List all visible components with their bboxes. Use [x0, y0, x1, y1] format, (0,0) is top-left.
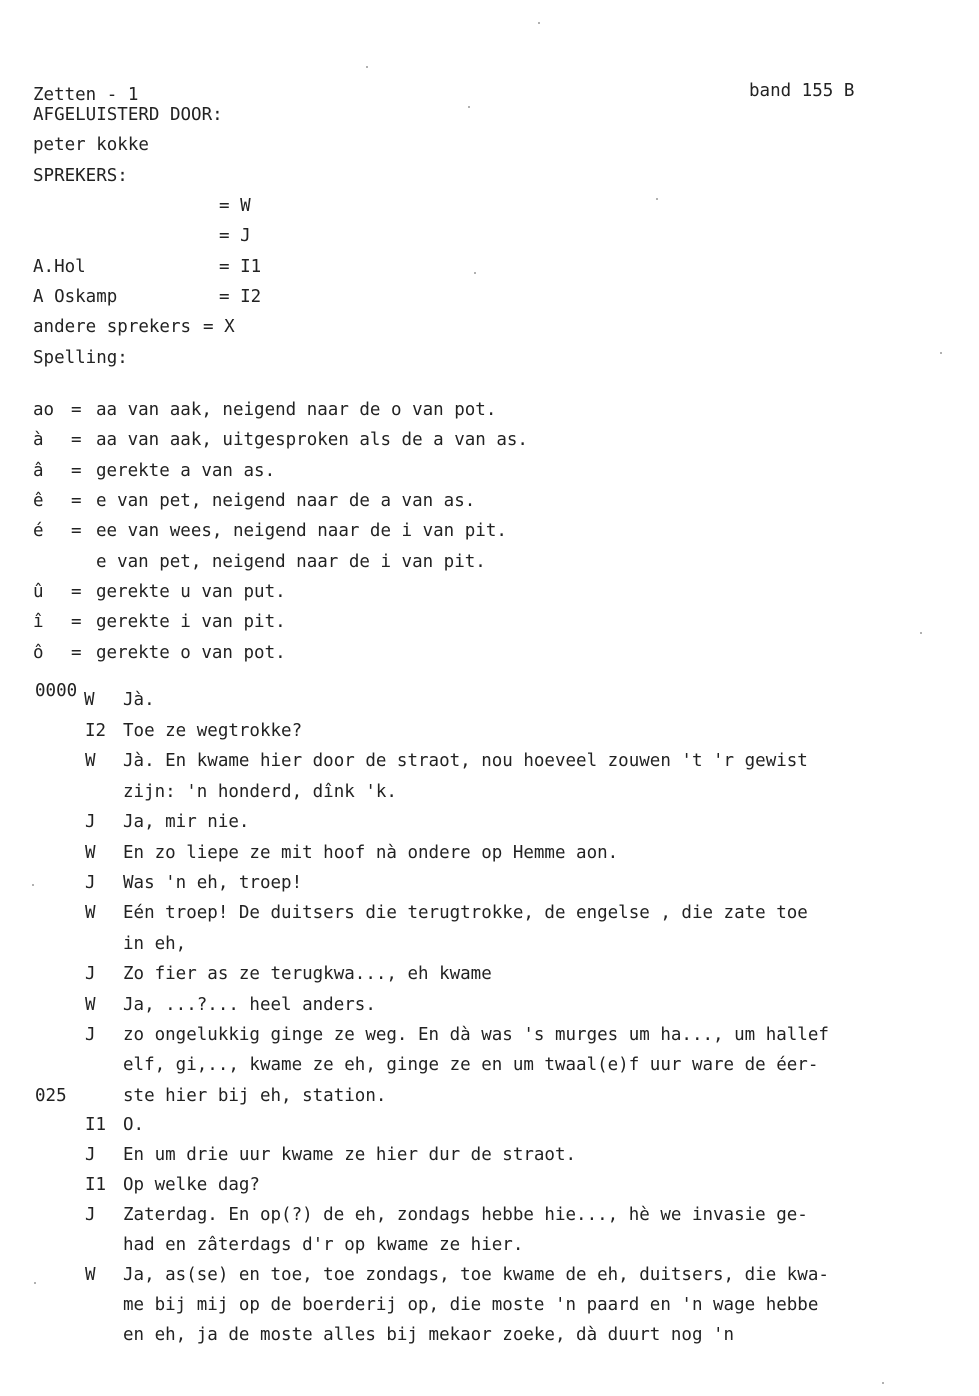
speaker-label: W: [85, 995, 96, 1015]
utterance-line: zo ongelukkig ginge ze weg. En dà was 's murges um ha..., um hallef: [123, 1025, 829, 1045]
speaker-code: = I1: [219, 257, 262, 277]
scan-speck: [468, 106, 470, 108]
speaker-label: I1: [85, 1115, 107, 1135]
equals-sign: =: [71, 400, 82, 420]
equals-sign: =: [71, 612, 82, 632]
spelling-definition: gerekte i van pit.: [96, 612, 286, 632]
scan-speck: [940, 352, 942, 354]
utterance-line: elf, gi,.., kwame ze eh, ginge ze en um twaal(e)f uur ware de éer-: [123, 1055, 819, 1075]
equals-sign: =: [71, 461, 82, 481]
spelling-symbol: î: [33, 612, 44, 632]
band-number: band 155 B: [749, 81, 855, 101]
speaker-label: W: [85, 843, 96, 863]
speaker-label: J: [85, 1205, 96, 1225]
speaker-code: = W: [219, 196, 251, 216]
document-title: Zetten - 1: [33, 85, 139, 105]
utterance-line: Jà.: [123, 690, 155, 710]
utterance-line: En zo liepe ze mit hoof nà ondere op Hemme aon.: [123, 843, 619, 863]
equals-sign: =: [71, 521, 82, 541]
speaker-label: I2: [85, 721, 107, 741]
utterance-line: in eh,: [123, 934, 187, 954]
tape-counter: 0000: [35, 681, 78, 701]
utterance-line: Jà. En kwame hier door de straot, nou hoeveel zouwen 't 'r gewist: [123, 751, 808, 771]
speaker-label: J: [85, 1025, 96, 1045]
speaker-name: andere sprekers: [33, 317, 192, 337]
utterance-line: O.: [123, 1115, 145, 1135]
spelling-row: [0, 620, 979, 686]
speaker-name: A.Hol: [33, 257, 86, 277]
scan-speck: [34, 1282, 36, 1284]
utterance-line: Ja, ...?... heel anders.: [123, 995, 376, 1015]
scan-speck: [474, 272, 476, 274]
speaker-label: J: [85, 1145, 96, 1165]
scan-speck: [366, 66, 368, 68]
speaker-label: W: [85, 903, 96, 923]
utterance-line: ste hier bij eh, station.: [123, 1086, 387, 1106]
utterance-line: Ja, mir nie.: [123, 812, 250, 832]
spelling-definition: ee van wees, neigend naar de i van pit.: [96, 521, 507, 541]
utterance-line: Zo fier as ze terugkwa..., eh kwame: [123, 964, 492, 984]
utterance-line: Eén troep! De duitsers die terugtrokke, de engelse , die zate toe: [123, 903, 808, 923]
spelling-symbol: é: [33, 521, 44, 541]
speaker-code: = J: [219, 226, 251, 246]
spelling-symbol: ê: [33, 491, 44, 511]
utterance-line: zijn: 'n honderd, dînk 'k.: [123, 782, 397, 802]
scan-speck: [882, 1382, 884, 1384]
speaker-label: I1: [85, 1175, 107, 1195]
utterance-line: en eh, ja de moste alles bij mekaor zoeke, dà duurt nog 'n: [123, 1325, 735, 1345]
utterance-line: Op welke dag?: [123, 1175, 260, 1195]
utterance-line: had en zâterdags d'r op kwame ze hier.: [123, 1235, 524, 1255]
speaker-label: W: [85, 1265, 96, 1285]
sprekers-label: SPREKERS:: [33, 166, 128, 186]
spelling-definition: gerekte o van pot.: [96, 643, 286, 663]
speaker-label: J: [85, 964, 96, 984]
utterance-line: En um drie uur kwame ze hier dur de straot.: [123, 1145, 577, 1165]
spelling-definition: e van pet, neigend naar de a van as.: [96, 491, 476, 511]
spelling-symbol: û: [33, 582, 44, 602]
utterance-line: Ja, as(se) en toe, toe zondags, toe kwame de eh, duitsers, die kwa-: [123, 1265, 829, 1285]
spelling-definition: gerekte u van put.: [96, 582, 286, 602]
scan-speck: [920, 632, 922, 634]
equals-sign: =: [71, 430, 82, 450]
speaker-name: A Oskamp: [33, 287, 118, 307]
utterance-line: me bij mij op de boerderij op, die moste 'n paard en 'n wage hebbe: [123, 1295, 819, 1315]
speaker-label: J: [85, 812, 96, 832]
spelling-symbol: ô: [33, 643, 44, 663]
afgeluisterd-label: AFGELUISTERD DOOR:: [33, 105, 223, 125]
spelling-symbol: à: [33, 430, 44, 450]
spelling-label: Spelling:: [33, 348, 128, 368]
scan-speck: [656, 198, 658, 200]
spelling-definition: gerekte a van as.: [96, 461, 276, 481]
scan-speck: [538, 22, 540, 24]
speaker-code: = I2: [219, 287, 262, 307]
spelling-definition: aa van aak, neigend naar de o van pot.: [96, 400, 497, 420]
equals-sign: =: [71, 582, 82, 602]
utterance-line: Zaterdag. En op(?) de eh, zondags hebbe hie..., hè we invasie ge-: [123, 1205, 808, 1225]
transcriber-name: peter kokke: [33, 135, 149, 155]
utterance-line: Toe ze wegtrokke?: [123, 721, 303, 741]
equals-sign: =: [71, 643, 82, 663]
spelling-definition: aa van aak, uitgesproken als de a van as.: [96, 430, 528, 450]
tape-counter: 025: [35, 1086, 67, 1106]
speaker-label: W: [84, 690, 95, 710]
speaker-label: J: [85, 873, 96, 893]
spelling-symbol: â: [33, 461, 44, 481]
utterance-line: Was 'n eh, troep!: [123, 873, 303, 893]
equals-sign: =: [71, 491, 82, 511]
speaker-code: = X: [203, 317, 235, 337]
spelling-symbol: ao: [33, 400, 55, 420]
scan-speck: [32, 884, 34, 886]
spelling-definition: e van pet, neigend naar de i van pit.: [96, 552, 486, 572]
speaker-label: W: [85, 751, 96, 771]
